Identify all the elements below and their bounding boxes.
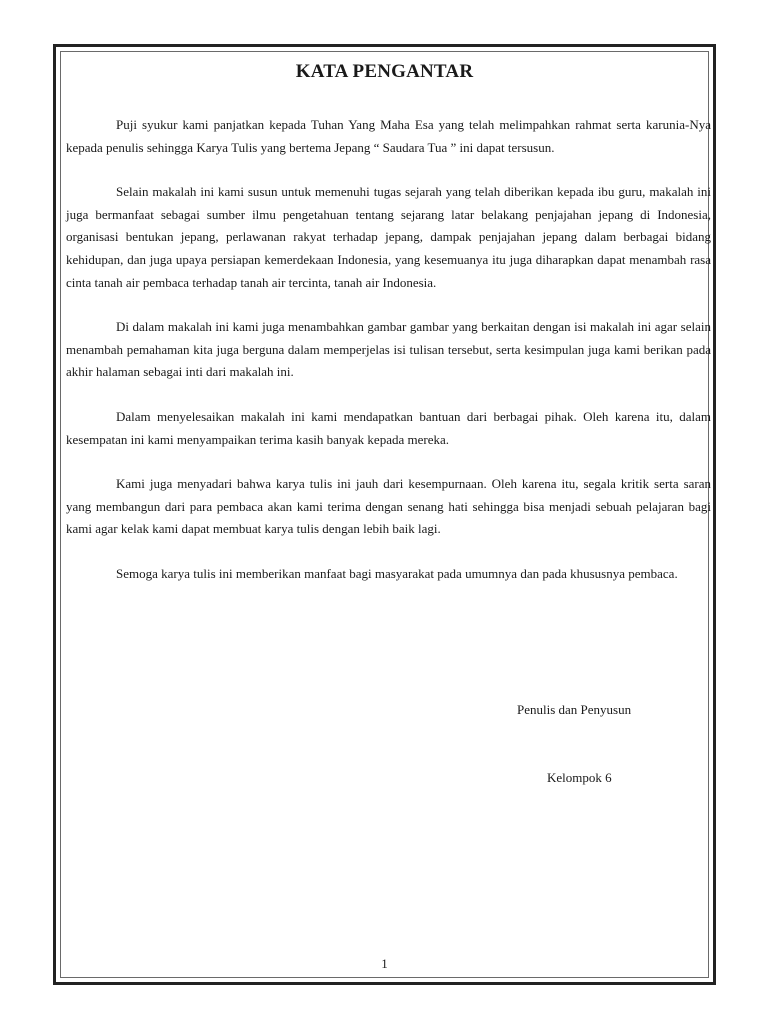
paragraph-3: Di dalam makalah ini kami juga menambahkan gambar gambar yang berkaitan dengan isi makalah ini agar selain menambah pemahaman kita juga berguna dalam memperjelas isi tulisan tersebut, serta kesimpulan juga kami berikan pada akhir halaman sebagai inti dari makalah ini. bbox=[66, 319, 711, 380]
body-text bbox=[66, 114, 711, 608]
group-line: Kelompok 6 bbox=[547, 770, 612, 785]
paragraph-4: Dalam menyelesaikan makalah ini kami mendapatkan bantuan dari berbagai pihak. Oleh karena itu, dalam kesempatan ini kami menyampaikan terima kasih banyak kepada mereka. bbox=[66, 408, 711, 447]
page-number: 1 bbox=[381, 956, 388, 971]
paragraph-1: Puji syukur kami panjatkan kepada Tuhan Yang Maha Esa yang telah melimpahkan rahmat serta karunia-Nya kepada penulis sehingga Karya Tulis yang bertema Jepang “ Saudara Tua ” ini dapat tersusun. bbox=[66, 117, 711, 155]
paragraph-6: Semoga karya tulis ini memberikan manfaat bagi masyarakat pada umumnya dan pada khususnya pembaca. bbox=[116, 565, 678, 581]
document-title: KATA PENGANTAR bbox=[295, 61, 474, 82]
paragraph-2: Selain makalah ini kami susun untuk memenuhi tugas sejarah yang telah diberikan kepada ibu guru, makalah ini juga bermanfaat sebagai sumber ilmu pengetahuan tentang sejarang latar belakang penjajahan jepang di Indonesia, organisasi bentukan jepang, perlawanan rakyat terhadap jepang, dampak penjajahan jepang dalam berbagai bidang kehidupan, dan juga upaya persiapan kemerdekaan Indonesia, yang kesemuanya itu juga diharapkan dapat menambah rasa cinta tanah air pembaca terhadap tanah air tercinta, tanah air Indonesia. bbox=[66, 184, 711, 290]
paragraph-5: Kami juga menyadari bahwa karya tulis ini jauh dari kesempurnaan. Oleh karena itu, segala kritik serta saran yang membangun dari para pembaca akan kami terima dengan senang hati sehingga bisa menjadi sebuah pelajaran bagi kami agar kelak kami dapat membuat karya tulis dengan lebih baik lagi. bbox=[66, 476, 711, 537]
page-border bbox=[53, 44, 716, 985]
page-inner-border bbox=[60, 51, 709, 978]
author-line: Penulis dan Penyusun bbox=[517, 702, 632, 717]
